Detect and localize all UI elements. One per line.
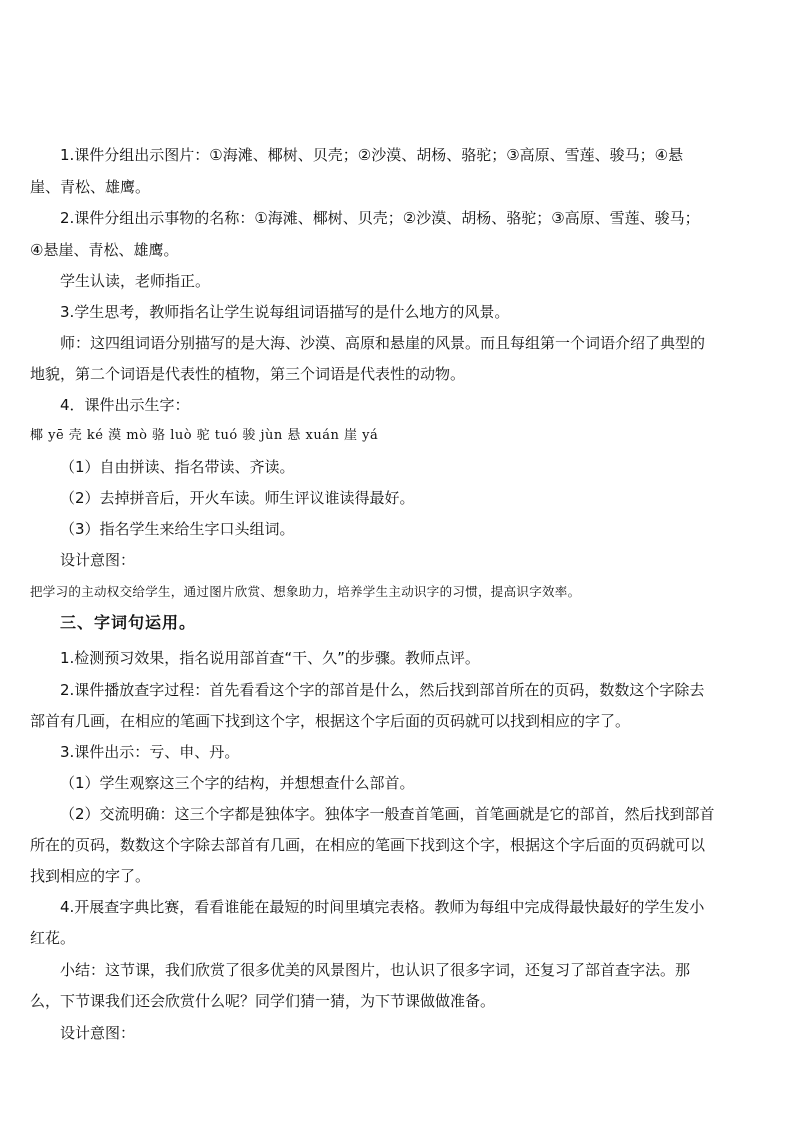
paragraph-line: 部首有几画，在相应的笔画下找到这个字，根据这个字后面的页码就可以找到相应的字了。 xyxy=(30,712,631,730)
paragraph-line: 学生认读，老师指正。 xyxy=(60,272,211,290)
paragraph-line: 1.检测预习效果，指名说用部首查“干、久”的步骤。教师点评。 xyxy=(60,649,480,667)
paragraph-line: 所在的页码，数数这个字除去部首有几画，在相应的笔画下找到这个字，根据这个字后面的页码就可以 xyxy=(30,836,706,854)
paragraph-line: 2.课件分组出示事物的名称：①海滩、椰树、贝壳；②沙漠、胡杨、骆驼；③高原、雪莲、骏马； xyxy=(60,209,700,227)
paragraph-line: 地貌，第二个词语是代表性的植物，第三个词语是代表性的动物。 xyxy=(30,365,466,383)
design-intent-label: 设计意图： xyxy=(60,1024,136,1042)
paragraph-line: 小结：这节课，我们欣赏了很多优美的风景图片，也认识了很多字词，还复习了部首查字法。那 xyxy=(60,961,691,979)
design-intent-label: 设计意图： xyxy=(60,551,136,569)
paragraph-line: （3）指名学生来给生字口头组词。 xyxy=(60,520,295,538)
paragraph-line: 师：这四组词语分别描写的是大海、沙漠、高原和悬崖的风景。而且每组第一个词语介绍了典型的 xyxy=(60,334,706,352)
paragraph-line: 2.课件播放查字过程：首先看看这个字的部首是什么，然后找到部首所在的页码，数数这个字除去 xyxy=(60,681,705,699)
paragraph-line: （1）自由拼读、指名带读、齐读。 xyxy=(60,458,295,476)
paragraph-line: ④悬崖、青松、雄鹰。 xyxy=(30,241,179,259)
paragraph-line: （1）学生观察这三个字的结构，并想想查什么部首。 xyxy=(60,774,415,792)
paragraph-line: 么，下节课我们还会欣赏什么呢？同学们猜一猜，为下节课做做准备。 xyxy=(30,992,496,1010)
pinyin-line: 椰 yē 壳 ké 漠 mò 骆 luò 驼 tuó 骏 jùn 悬 xuán 崖 yá xyxy=(30,428,379,443)
paragraph-line: 红花。 xyxy=(30,929,76,947)
paragraph-line: 3.学生思考，教师指名让学生说每组词语描写的是什么地方的风景。 xyxy=(60,303,510,321)
paragraph-line: 4．课件出示生字： xyxy=(60,396,190,414)
paragraph-line: （2）去掉拼音后，开火车读。师生评议谁读得最好。 xyxy=(60,489,415,507)
design-intent-text: 把学习的主动权交给学生，通过图片欣赏、想象助力，培养学生主动识字的习惯，提高识字效率。 xyxy=(30,584,581,599)
paragraph-line: 1.课件分组出示图片：①海滩、椰树、贝壳；②沙漠、胡杨、骆驼；③高原、雪莲、骏马；④悬 xyxy=(60,146,684,164)
paragraph-line: 找到相应的字了。 xyxy=(30,867,151,885)
paragraph-line: 4.开展查字典比赛，看看谁能在最短的时间里填完表格。教师为每组中完成得最快最好的学生发小 xyxy=(60,898,705,916)
paragraph-line: 崖、青松、雄鹰。 xyxy=(30,178,151,196)
paragraph-line: （2）交流明确：这三个字都是独体字。独体字一般查首笔画，首笔画就是它的部首，然后找到部首 xyxy=(60,805,715,823)
section-heading: 三、字词句运用。 xyxy=(60,613,197,632)
paragraph-line: 3.课件出示：亏、申、丹。 xyxy=(60,743,240,761)
